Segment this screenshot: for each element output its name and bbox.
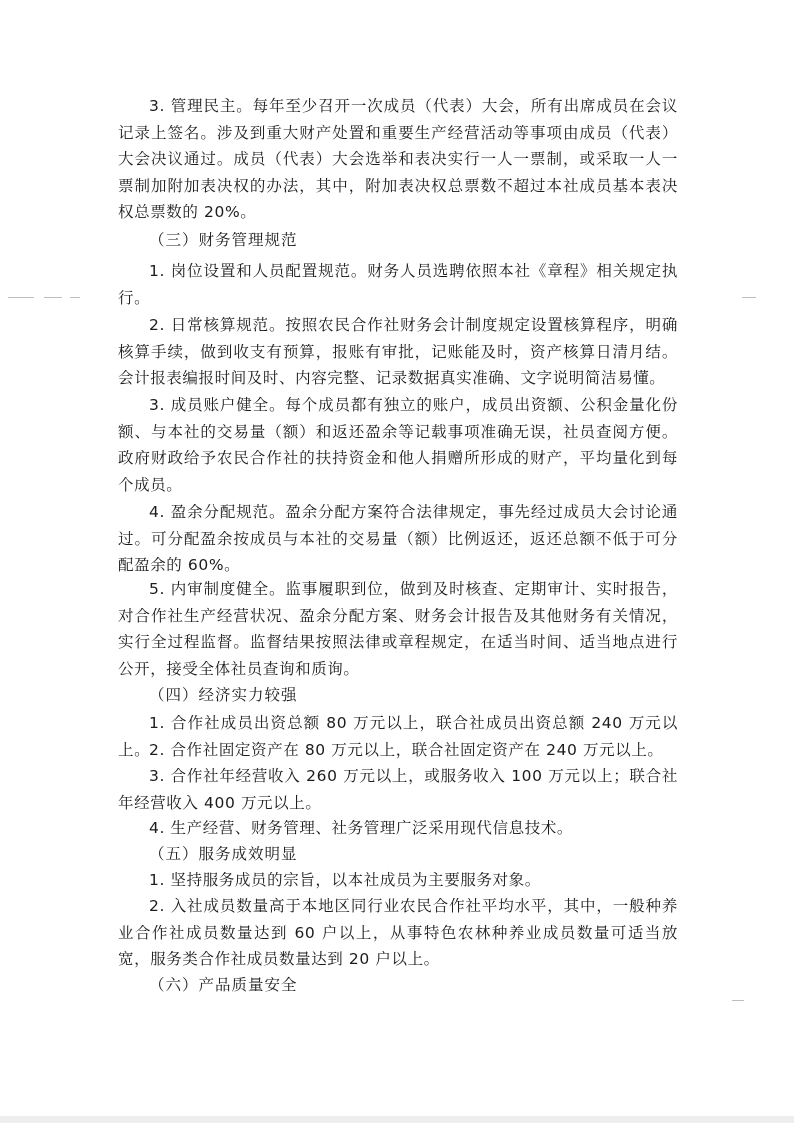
paragraph-revenue: 3. 合作社年经营收入 260 万元以上，或服务收入 100 万元以上；联合社年经营收入 400 万元以上。 — [118, 767, 678, 812]
paragraph-service-purpose: 1. 坚持服务成员的宗旨，以本社成员为主要服务对象。 — [149, 871, 541, 889]
paragraph-fixed-assets: 2. 合作社固定资产在 80 万元以上，联合社固定资产在 240 万元以上。 — [149, 741, 664, 759]
section-heading-product-quality: （六）产品质量安全 — [149, 976, 298, 994]
scan-speck — [70, 297, 80, 298]
paragraph-member-accounts: 3. 成员账户健全。每个成员都有独立的账户，成员出资额、公积金量化份额、与本社的交易量（额）和返还盈余等记载事项准确无误，社员查阅方便。政府财政给予农民合作社的扶持资金和他人捐赠所形成的财产，平均量化到每个成员。 — [118, 396, 678, 494]
scan-speck — [742, 297, 756, 298]
scan-speck — [8, 297, 34, 298]
paragraph-surplus-distribution: 4. 盈余分配规范。盈余分配方案符合法律规定，事先经过成员大会讨论通过。可分配盈余按成员与本社的交易量（额）比例返还，返还总额不低于可分配盈余的 60%。 — [118, 503, 678, 575]
scan-bottom-edge — [0, 1116, 794, 1123]
section-heading-economic-strength: （四）经济实力较强 — [149, 686, 298, 704]
scan-speck — [732, 1000, 744, 1001]
paragraph-capital: 1. 合作社成员出资总额 80 万元以上，联合社成员出资总额 240 万元以上。 — [118, 714, 678, 759]
scan-speck — [44, 297, 62, 298]
paragraph-staffing: 1. 岗位设置和人员配置规范。财务人员选聘依照本社《章程》相关规定执行。 — [118, 262, 678, 307]
paragraph-management-democracy: 3. 管理民主。每年至少召开一次成员（代表）大会，所有出席成员在会议记录上签名。涉及到重大财产处置和重要生产经营活动等事项由成员（代表）大会决议通过。成员（代表）大会选举和表决实行一人一票制，或采取一人一票制加附加表决权的办法，其中，附加表决权总票数不超过本社成员基本表决权总票数的 20%。 — [118, 97, 678, 222]
paragraph-information-technology: 4. 生产经营、财务管理、社务管理广泛采用现代信息技术。 — [149, 819, 574, 837]
section-heading-finance: （三）财务管理规范 — [149, 231, 298, 249]
paragraph-member-count: 2. 入社成员数量高于本地区同行业农民合作社平均水平，其中，一般种养业合作社成员数量达到 60 户以上，从事特色农林种养业成员数量可适当放宽，服务类合作社成员数量达到 20 户以上。 — [118, 897, 678, 969]
paragraph-internal-audit: 5. 内审制度健全。监事履职到位，做到及时核查、定期审计、实时报告，对合作社生产经营状况、盈余分配方案、财务会计报告及其他财务有关情况，实行全过程监督。监督结果按照法律或章程规定，在适当时间、适当地点进行公开，接受全体社员查询和质询。 — [118, 580, 678, 678]
paragraph-daily-accounting: 2. 日常核算规范。按照农民合作社财务会计制度规定设置核算程序，明确核算手续，做到收支有预算，报账有审批，记账能及时，资产核算日清月结。会计报表编报时间及时、内容完整、记录数据真实准确、文字说明简洁易懂。 — [118, 316, 678, 388]
section-heading-service: （五）服务成效明显 — [149, 845, 298, 863]
